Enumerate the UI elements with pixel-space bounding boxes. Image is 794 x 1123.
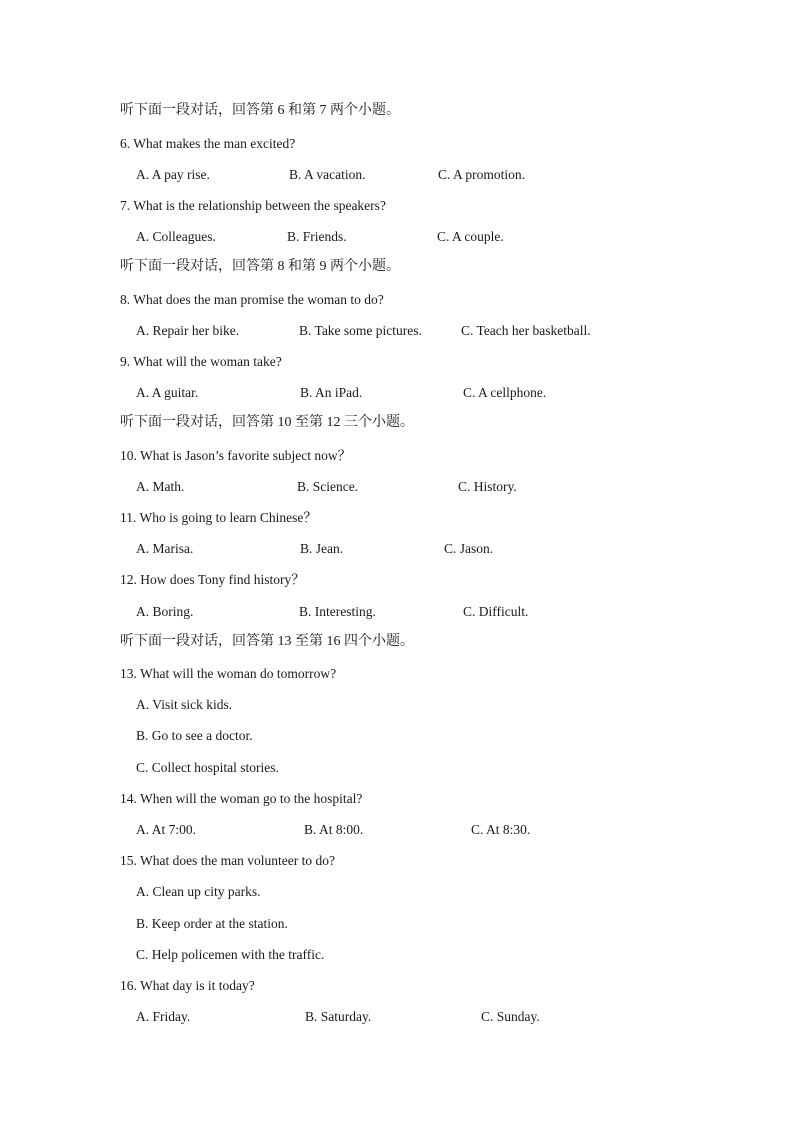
question-8: 8. What does the man promise the woman to do?: [120, 292, 384, 307]
q12-option-a: A. Boring.: [136, 604, 194, 619]
q7-option-a: A. Colleagues.: [136, 229, 216, 244]
question-16: 16. What day is it today?: [120, 978, 255, 993]
q10-option-c: C. History.: [458, 479, 517, 494]
question-13: 13. What will the woman do tomorrow?: [120, 666, 337, 681]
q12-option-c: C. Difficult.: [463, 604, 529, 619]
section-heading: 听下面一段对话，回答第 6 和第 7 两个小题。: [120, 103, 400, 118]
q7-option-b: B. Friends.: [287, 229, 347, 244]
question-12: 12. How does Tony find history？: [120, 572, 305, 587]
q11-option-a: A. Marisa.: [136, 541, 194, 556]
section-heading: 听下面一段对话，回答第 8 和第 9 两个小题。: [120, 259, 400, 274]
question-9: 9. What will the woman take?: [120, 354, 282, 369]
q15-option-c: C. Help policemen with the traffic.: [136, 947, 325, 962]
section-heading: 听下面一段对话，回答第 13 至第 16 四个小题。: [120, 634, 414, 649]
section-heading: 听下面一段对话，回答第 10 至第 12 三个小题。: [120, 415, 414, 430]
q8-option-c: C. Teach her basketball.: [461, 323, 591, 338]
q13-option-b: B. Go to see a doctor.: [136, 728, 253, 743]
q13-option-a: A. Visit sick kids.: [136, 697, 233, 712]
q14-option-b: B. At 8:00.: [304, 822, 364, 837]
q16-option-a: A. Friday.: [136, 1009, 191, 1024]
question-15: 15. What does the man volunteer to do?: [120, 853, 335, 868]
q16-option-b: B. Saturday.: [305, 1009, 372, 1024]
q14-option-a: A. At 7:00.: [136, 822, 197, 837]
q13-option-c: C. Collect hospital stories.: [136, 760, 279, 775]
q12-option-b: B. Interesting.: [299, 604, 376, 619]
q6-option-a: A. A pay rise.: [136, 167, 210, 182]
q15-option-a: A. Clean up city parks.: [136, 884, 261, 899]
q9-option-b: B. An iPad.: [300, 385, 363, 400]
question-7: 7. What is the relationship between the speakers?: [120, 198, 386, 213]
question-6: 6. What makes the man excited?: [120, 136, 296, 151]
q8-option-b: B. Take some pictures.: [299, 323, 422, 338]
q8-option-a: A. Repair her bike.: [136, 323, 240, 338]
q9-option-a: A. A guitar.: [136, 385, 199, 400]
q16-option-c: C. Sunday.: [481, 1009, 540, 1024]
q9-option-c: C. A cellphone.: [463, 385, 547, 400]
q6-option-b: B. A vacation.: [289, 167, 366, 182]
q15-option-b: B. Keep order at the station.: [136, 916, 288, 931]
q7-option-c: C. A couple.: [437, 229, 504, 244]
question-10: 10. What is Jason’s favorite subject now？: [120, 448, 352, 463]
q6-option-c: C. A promotion.: [438, 167, 526, 182]
q11-option-b: B. Jean.: [300, 541, 344, 556]
q11-option-c: C. Jason.: [444, 541, 494, 556]
question-11: 11. Who is going to learn Chinese？: [120, 510, 317, 525]
q14-option-c: C. At 8:30.: [471, 822, 531, 837]
question-14: 14. When will the woman go to the hospital?: [120, 791, 363, 806]
q10-option-a: A. Math.: [136, 479, 185, 494]
q10-option-b: B. Science.: [297, 479, 359, 494]
